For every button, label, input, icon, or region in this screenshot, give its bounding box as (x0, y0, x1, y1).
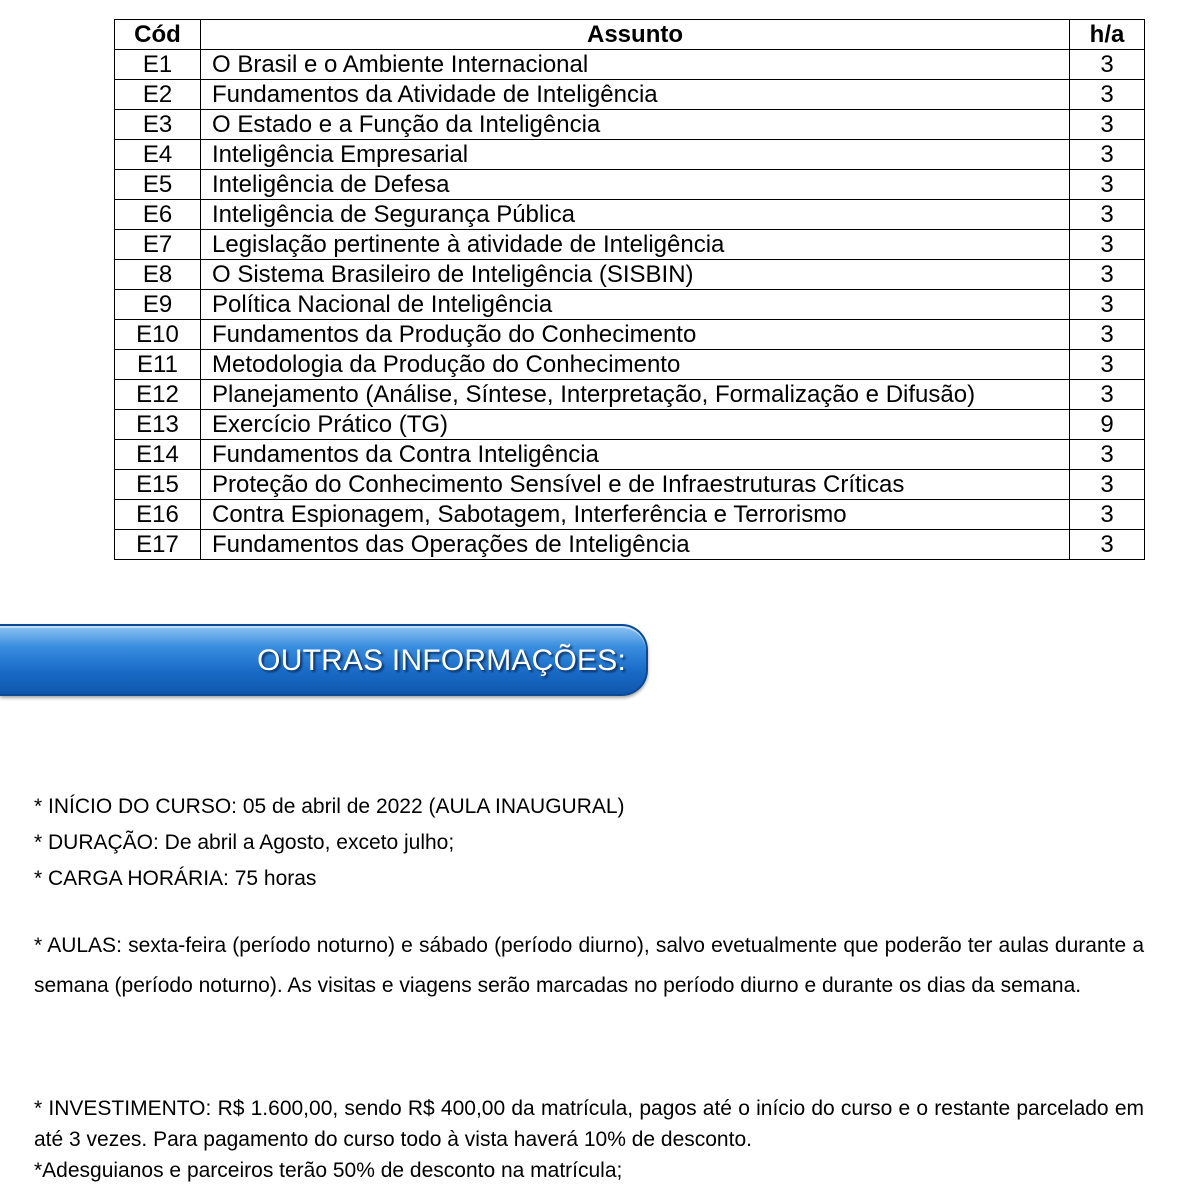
row-hours: 3 (1070, 470, 1145, 500)
row-hours: 3 (1070, 260, 1145, 290)
row-code: E11 (115, 350, 201, 380)
table-row (115, 290, 1145, 320)
table-header-row (115, 20, 1145, 50)
table-body (115, 50, 1145, 560)
row-subject: Fundamentos da Produção do Conhecimento (201, 320, 1070, 350)
row-hours: 3 (1070, 350, 1145, 380)
row-subject: Planejamento (Análise, Síntese, Interpretação, Formalização e Difusão) (201, 380, 1070, 410)
header-subject: Assunto (201, 20, 1070, 50)
row-code: E6 (115, 200, 201, 230)
other-info-banner (0, 624, 648, 696)
row-code: E9 (115, 290, 201, 320)
table-row (115, 200, 1145, 230)
header-hours: h/a (1070, 20, 1145, 50)
row-subject: Inteligência Empresarial (201, 140, 1070, 170)
row-subject: Fundamentos das Operações de Inteligência (201, 530, 1070, 560)
row-subject: O Sistema Brasileiro de Inteligência (SISBIN) (201, 260, 1070, 290)
row-subject: Fundamentos da Atividade de Inteligência (201, 80, 1070, 110)
row-subject: Exercício Prático (TG) (201, 410, 1070, 440)
partners-discount-text: *Adesguianos e parceiros terão 50% de desconto na matrícula; (34, 1159, 623, 1182)
row-code: E1 (115, 50, 201, 80)
table-row (115, 50, 1145, 80)
row-code: E17 (115, 530, 201, 560)
course-start-text: * INÍCIO DO CURSO: 05 de abril de 2022 (AULA INAUGURAL) (34, 795, 625, 818)
investment-block (34, 1093, 1144, 1186)
row-code: E15 (115, 470, 201, 500)
table-row (115, 440, 1145, 470)
row-subject: Inteligência de Segurança Pública (201, 200, 1070, 230)
row-hours: 3 (1070, 530, 1145, 560)
row-code: E7 (115, 230, 201, 260)
row-subject: Proteção do Conhecimento Sensível e de Infraestruturas Críticas (201, 470, 1070, 500)
row-code: E4 (115, 140, 201, 170)
row-hours: 3 (1070, 440, 1145, 470)
row-code: E3 (115, 110, 201, 140)
row-subject: O Estado e a Função da Inteligência (201, 110, 1070, 140)
course-info-block (34, 789, 1144, 897)
row-code: E2 (115, 80, 201, 110)
course-subjects-table (114, 19, 1145, 560)
row-code: E14 (115, 440, 201, 470)
row-hours: 3 (1070, 140, 1145, 170)
table-row (115, 170, 1145, 200)
row-code: E13 (115, 410, 201, 440)
row-hours: 3 (1070, 500, 1145, 530)
investment-text: * INVESTIMENTO: R$ 1.600,00, sendo R$ 400,00 da matrícula, pagos até o início do curso e o restante parcelado em até 3 vezes. Para pagamento do curso todo à vista haverá 10% de desconto. (34, 1097, 1144, 1151)
row-code: E8 (115, 260, 201, 290)
banner-title: OUTRAS INFORMAÇÕES: (257, 644, 626, 677)
row-subject: O Brasil e o Ambiente Internacional (201, 50, 1070, 80)
table-row (115, 80, 1145, 110)
row-code: E12 (115, 380, 201, 410)
row-hours: 3 (1070, 170, 1145, 200)
course-workload-text: * CARGA HORÁRIA: 75 horas (34, 867, 317, 890)
table-row (115, 530, 1145, 560)
row-subject: Legislação pertinente à atividade de Inteligência (201, 230, 1070, 260)
row-hours: 3 (1070, 380, 1145, 410)
table-row (115, 410, 1145, 440)
table-row (115, 500, 1145, 530)
row-hours: 9 (1070, 410, 1145, 440)
table-row (115, 140, 1145, 170)
row-hours: 3 (1070, 230, 1145, 260)
row-hours: 3 (1070, 290, 1145, 320)
row-subject: Contra Espionagem, Sabotagem, Interferência e Terrorismo (201, 500, 1070, 530)
table-row (115, 470, 1145, 500)
table-row (115, 110, 1145, 140)
row-code: E5 (115, 170, 201, 200)
row-code: E16 (115, 500, 201, 530)
row-hours: 3 (1070, 200, 1145, 230)
course-duration-text: * DURAÇÃO: De abril a Agosto, exceto julho; (34, 831, 455, 854)
table-row (115, 230, 1145, 260)
row-subject: Inteligência de Defesa (201, 170, 1070, 200)
header-code: Cód (115, 20, 201, 50)
row-subject: Política Nacional de Inteligência (201, 290, 1070, 320)
row-code: E10 (115, 320, 201, 350)
table-row (115, 380, 1145, 410)
row-hours: 3 (1070, 80, 1145, 110)
classes-paragraph: * AULAS: sexta-feira (período noturno) e sábado (período diurno), salvo evetualmente que poderão ter aulas durante a semana (período noturno). As visitas e viagens serão marcadas no período diurno e durante os dias da semana. (34, 934, 1144, 997)
row-subject: Metodologia da Produção do Conhecimento (201, 350, 1070, 380)
row-subject: Fundamentos da Contra Inteligência (201, 440, 1070, 470)
row-hours: 3 (1070, 110, 1145, 140)
row-hours: 3 (1070, 320, 1145, 350)
table-row (115, 260, 1145, 290)
table-row (115, 320, 1145, 350)
table-row (115, 350, 1145, 380)
row-hours: 3 (1070, 50, 1145, 80)
